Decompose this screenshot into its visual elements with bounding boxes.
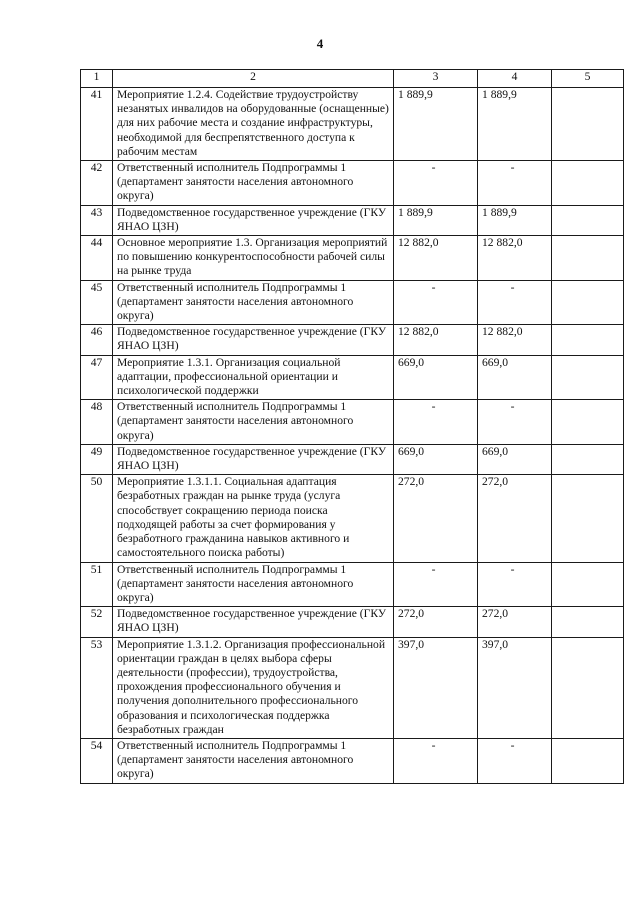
row-value-col5 [552, 325, 624, 355]
row-value-col5 [552, 738, 624, 783]
row-number: 41 [81, 88, 113, 161]
row-value-col3: 1 889,9 [394, 205, 478, 235]
row-value-col5 [552, 444, 624, 474]
row-value-col5 [552, 280, 624, 325]
table-row [81, 444, 624, 474]
row-number: 48 [81, 400, 113, 445]
header-col-5: 5 [552, 70, 624, 88]
row-description: Подведомственное государственное учреждение (ГКУ ЯНАО ЦЗН) [113, 205, 394, 235]
table-row [81, 280, 624, 325]
row-value-col4: 1 889,9 [478, 205, 552, 235]
row-value-col3: 272,0 [394, 607, 478, 637]
row-number: 46 [81, 325, 113, 355]
row-value-col4: 272,0 [478, 475, 552, 562]
row-description: Мероприятие 1.2.4. Содействие трудоустройству незанятых инвалидов на оборудованные (оснащенные) для них рабочие места и создание инфраструктуры, необходимой для беспрепятственного доступа к рабочим местам [113, 88, 394, 161]
row-description: Подведомственное государственное учреждение (ГКУ ЯНАО ЦЗН) [113, 607, 394, 637]
row-description: Ответственный исполнитель Подпрограммы 1 (департамент занятости населения автономного округа) [113, 562, 394, 607]
table-row [81, 88, 624, 161]
table-row [81, 161, 624, 206]
row-number: 53 [81, 637, 113, 738]
table-row [81, 205, 624, 235]
row-number: 49 [81, 444, 113, 474]
row-number: 45 [81, 280, 113, 325]
row-value-col4: 1 889,9 [478, 88, 552, 161]
table-row [81, 738, 624, 783]
row-number: 42 [81, 161, 113, 206]
header-col-2: 2 [113, 70, 394, 88]
row-value-col5 [552, 205, 624, 235]
row-description: Подведомственное государственное учреждение (ГКУ ЯНАО ЦЗН) [113, 325, 394, 355]
table-row [81, 607, 624, 637]
header-col-4: 4 [478, 70, 552, 88]
row-value-col3: - [394, 738, 478, 783]
budget-table [80, 69, 624, 784]
row-value-col4: 397,0 [478, 637, 552, 738]
table-header-row [81, 70, 624, 88]
table-row [81, 475, 624, 562]
row-description: Мероприятие 1.3.1.2. Организация профессиональной ориентации граждан в целях выбора сферы деятельности (профессии), трудоустройства, прохождения профессионального обучения и получения дополнительного профессионального образования и психологическая поддержка безработных граждан [113, 637, 394, 738]
row-value-col3: - [394, 562, 478, 607]
row-value-col4: - [478, 400, 552, 445]
row-value-col3: 397,0 [394, 637, 478, 738]
row-value-col3: - [394, 400, 478, 445]
row-value-col5 [552, 355, 624, 400]
row-number: 54 [81, 738, 113, 783]
row-value-col4: - [478, 562, 552, 607]
row-description: Основное мероприятие 1.3. Организация мероприятий по повышению конкурентоспособности рабочей силы на рынке труда [113, 236, 394, 281]
row-value-col4: 272,0 [478, 607, 552, 637]
row-value-col3: 669,0 [394, 355, 478, 400]
row-value-col3: 1 889,9 [394, 88, 478, 161]
table-row [81, 325, 624, 355]
row-number: 50 [81, 475, 113, 562]
page-number: 4 [316, 36, 324, 51]
row-value-col5 [552, 400, 624, 445]
row-value-col4: - [478, 161, 552, 206]
row-value-col5 [552, 475, 624, 562]
row-value-col3: 12 882,0 [394, 236, 478, 281]
row-value-col4: 669,0 [478, 444, 552, 474]
row-value-col3: 669,0 [394, 444, 478, 474]
row-description: Ответственный исполнитель Подпрограммы 1 (департамент занятости населения автономного округа) [113, 161, 394, 206]
row-value-col4: 12 882,0 [478, 236, 552, 281]
row-value-col4: 669,0 [478, 355, 552, 400]
row-description: Мероприятие 1.3.1. Организация социальной адаптации, профессиональной ориентации и психологической поддержки [113, 355, 394, 400]
row-number: 43 [81, 205, 113, 235]
row-number: 47 [81, 355, 113, 400]
header-col-1: 1 [81, 70, 113, 88]
row-value-col5 [552, 161, 624, 206]
header-col-3: 3 [394, 70, 478, 88]
row-number: 51 [81, 562, 113, 607]
table-row [81, 562, 624, 607]
row-value-col3: 272,0 [394, 475, 478, 562]
row-value-col5 [552, 562, 624, 607]
row-value-col5 [552, 236, 624, 281]
table-row [81, 637, 624, 738]
row-value-col3: - [394, 161, 478, 206]
table-row [81, 355, 624, 400]
row-description: Ответственный исполнитель Подпрограммы 1 (департамент занятости населения автономного округа) [113, 400, 394, 445]
row-value-col3: 12 882,0 [394, 325, 478, 355]
row-number: 44 [81, 236, 113, 281]
row-value-col5 [552, 88, 624, 161]
row-value-col4: - [478, 738, 552, 783]
row-value-col4: - [478, 280, 552, 325]
row-value-col3: - [394, 280, 478, 325]
row-description: Ответственный исполнитель Подпрограммы 1 (департамент занятости населения автономного округа) [113, 280, 394, 325]
table-row [81, 236, 624, 281]
row-value-col5 [552, 637, 624, 738]
row-value-col4: 12 882,0 [478, 325, 552, 355]
row-description: Подведомственное государственное учреждение (ГКУ ЯНАО ЦЗН) [113, 444, 394, 474]
row-description: Мероприятие 1.3.1.1. Социальная адаптация безработных граждан на рынке труда (услуга способствует сокращению периода поиска подходящей работы за счет формирования у безработного гражданина навыков активного и самостоятельного поиска работы) [113, 475, 394, 562]
row-description: Ответственный исполнитель Подпрограммы 1 (департамент занятости населения автономного округа) [113, 738, 394, 783]
row-number: 52 [81, 607, 113, 637]
row-value-col5 [552, 607, 624, 637]
table-row [81, 400, 624, 445]
